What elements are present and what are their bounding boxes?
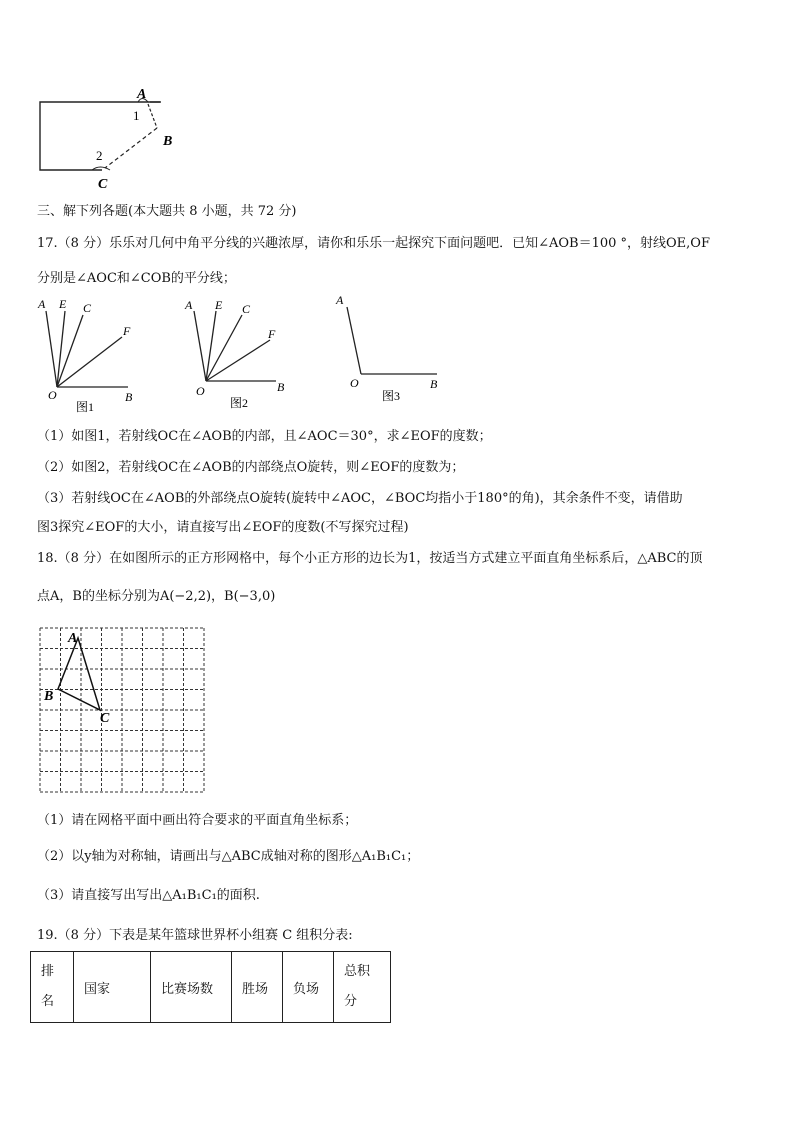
fold-BC xyxy=(105,128,157,168)
header-country: 国家 xyxy=(74,952,151,1023)
header-points: 总积 分 xyxy=(334,952,391,1023)
label-1: 1 xyxy=(133,108,140,123)
section-heading: 三、解下列各题(本大题共 8 小题，共 72 分) xyxy=(37,204,297,219)
fig2-label-F: F xyxy=(268,327,276,341)
fig3-label-O: O xyxy=(350,376,359,390)
q17-sub2: （2）如图2，若射线OC在∠AOB的内部绕点O旋转，则∠EOF的度数为； xyxy=(37,460,465,475)
fig2-label-A: A xyxy=(185,298,193,312)
q18-line1: 18.（8 分）在如图所示的正方形网格中，每个小正方形的边长为1，按适当方式建立平面直角坐标系后，△ABC的顶 xyxy=(37,551,703,566)
header-games: 比赛场数 xyxy=(151,952,232,1023)
fig1-label-B: B xyxy=(125,390,133,404)
q17-sub1: （1）如图1，若射线OC在∠AOB的内部，且∠AOC＝30°，求∠EOF的度数； xyxy=(37,429,492,444)
q17-figure-2 xyxy=(178,295,308,415)
label-A: A xyxy=(137,87,147,102)
q18-line2: 点A，B的坐标分别为A(−2,2)，B(−3,0) xyxy=(37,589,276,604)
table-header-row xyxy=(31,952,391,1023)
fig2-label-C: C xyxy=(242,302,251,316)
q17-sub3-line2: 图3探究∠EOF的大小，请直接写出∠EOF的度数(不写探究过程) xyxy=(37,520,409,535)
label-C: C xyxy=(98,177,108,192)
fig2-label-B: B xyxy=(277,380,285,394)
grid-lines xyxy=(40,628,204,792)
q17-figure-1 xyxy=(30,295,160,415)
score-table xyxy=(30,951,391,1023)
label-2: 2 xyxy=(96,148,103,163)
q19-line1: 19.（8 分）下表是某年篮球世界杯小组赛 C 组积分表: xyxy=(37,928,353,943)
header-wins: 胜场 xyxy=(232,952,283,1023)
fig3-caption: 图3 xyxy=(382,389,401,403)
fig3-label-B: B xyxy=(430,377,438,391)
fig2-label-E: E xyxy=(215,298,223,312)
label-B: B xyxy=(163,134,173,149)
q17-figure-3 xyxy=(330,290,460,410)
q17-sub3-line1: （3）若射线OC在∠AOB的外部绕点O旋转(旋转中∠AOC，∠BOC均指小于180°的角)，其余条件不变，请借助 xyxy=(37,491,683,506)
header-losses: 负场 xyxy=(283,952,334,1023)
triangle-ABC xyxy=(58,638,100,710)
q18-grid-figure xyxy=(30,620,210,800)
fig1-label-A: A xyxy=(38,297,46,311)
fig1-label-C: C xyxy=(83,301,92,315)
fig1-label-F: F xyxy=(123,324,131,338)
top-figure xyxy=(30,80,190,195)
grid-label-C: C xyxy=(100,711,110,726)
fig1-caption: 图1 xyxy=(76,400,95,414)
grid-label-A: A xyxy=(68,631,78,646)
fig1-label-E: E xyxy=(59,297,67,311)
q18-sub1: （1）请在网格平面中画出符合要求的平面直角坐标系； xyxy=(37,813,358,828)
q17-line2: 分别是∠AOC和∠COB的平分线； xyxy=(37,271,236,286)
q18-sub3: （3）请直接写出写出△A₁B₁C₁的面积. xyxy=(37,888,260,903)
fig3-label-A: A xyxy=(336,293,344,307)
fig1-label-O: O xyxy=(48,388,57,402)
grid-label-B: B xyxy=(44,689,54,704)
header-rank: 排 名 xyxy=(31,952,74,1023)
fig2-caption: 图2 xyxy=(230,396,249,410)
q17-line1: 17.（8 分）乐乐对几何中角平分线的兴趣浓厚，请你和乐乐一起探究下面问题吧．已知∠AOB＝100 °，射线OE,OF xyxy=(37,236,710,251)
fig2-label-O: O xyxy=(196,384,205,398)
fold-AB xyxy=(148,104,157,128)
q18-sub2: （2）以y轴为对称轴，请画出与△ABC成轴对称的图形△A₁B₁C₁； xyxy=(37,849,420,864)
